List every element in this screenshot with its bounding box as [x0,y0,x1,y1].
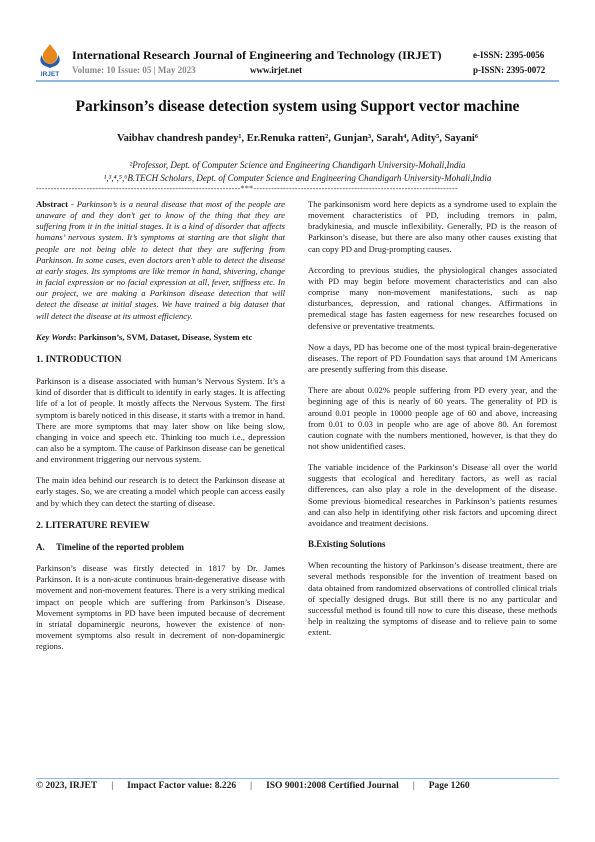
footer-copyright: © 2023, IRJET [36,781,98,791]
irjet-logo [36,42,64,78]
journal-title: International Research Journal of Engineering and Technology (IRJET) [72,48,442,62]
footer-page-number: Page 1260 [428,781,470,791]
footer-divider: | [412,781,415,791]
affiliation-professor: ²Professor, Dept. of Computer Science and Engineering Chandigarh University-Mohali,India [129,160,466,170]
literature-paragraph-1: Parkinson’s disease was firstly detected in 1817 by Dr. James Parkinson. It is a non-acute continuous brain-degenerative disease with movement and non-movement features. There is a very striking medical impact on people which are suffering from Parkinson’s Disease. Movement symptoms in PD have been imputed because of decrement in striatal dopaminergic neurons, however the existence of non-movement symptoms also result in decrement of non-dopaminergic regions. [36,563,285,652]
footer-rule [36,778,559,779]
intro-paragraph-1: Parkinson is a disease associated with human’s Nervous System. It’s a kind of disorder that is difficult to identify in early stages. It is affecting life of a lot of people. It mostly affects the Nervous System. The first symptom is barely noticed in this disease, it starts with a tremor in hand. There are more symptoms that may later show on like being slow, changing in voice and speech etc. Thinking too much i.e., depression can also be a symptom. The cause of Parkinson disease can be genetical and environment triggering our nervous system. [36,376,285,465]
abstract [36,199,285,322]
footer-divider: | [250,781,253,791]
page-footer [36,781,559,791]
footer-iso: ISO 9001:2008 Certified Journal [266,781,399,791]
right-paragraph-5: The variable incidence of the Parkinson’s Disease all over the world suggests that ecological and hereditary factors, as well as racial differences, can also play a role in the development of the disease. Some previous biomedical researches in Parkinson’s patients resumes and can also help in identifying other risk factors and upcoming direct avoidance and treatment decisions. [308,462,557,528]
footer-impact-factor: Impact Factor value: 8.226 [127,781,237,791]
keywords-text: : Parkinson’s, SVM, Dataset, Disease, System etc [73,331,253,342]
subheading-existing-solutions: B.Existing Solutions [308,539,386,550]
p-issn: p-ISSN: 2395-0072 [473,65,546,75]
logo-text: IRJET [40,71,60,78]
right-paragraph-1: The parkinsonism word here depicts as a syndrome used to explain the movement characteristics of PD, including tremors in palm, bradykinesia, and muscle inflexibility. Generally, PD is the reason of Parkinson’s disease, but there are also many other causes existing that can copy PD and Drug-prompting causes. [308,199,557,254]
e-issn: e-ISSN: 2395-0056 [473,50,545,60]
right-column [308,199,557,648]
keywords [36,332,285,343]
author-list: Vaibhav chandresh pandey¹, Er.Renuka ratten², Gunjan³, Sarah⁴, Adity⁵, Sayani⁶ [116,133,478,144]
heading-literature-review: 2. LITERATURE REVIEW [36,520,150,531]
right-paragraph-6: When recounting the history of Parkinson’s disease treatment, there are several methods responsible for the invention of treatment based on data obtained from randomized observations of controlled clinical trials of specially designed drugs. But still there is no any particular and successful method is found till now to cure this disease, these methods help in realizing the symptoms of disease and to relieve pain to some extent. [308,560,557,638]
paper-title: Parkinson’s disease detection system using Support vector machine [75,98,520,115]
left-column [36,199,285,662]
footer-divider: | [111,781,114,791]
subheading-title: Timeline of the reported problem [56,541,184,552]
volume-info: Volume: 10 Issue: 05 | May 2023 [72,65,196,75]
subheading-number: A. [36,541,45,552]
journal-website[interactable]: www.irjet.net [250,65,302,75]
header-rule [36,80,559,82]
affiliation-students: ¹,³,⁴,⁵,⁶B.TECH Scholars, Dept. of Computer Science and Engineering Chandigarh University-Mohali,India [103,173,492,183]
right-paragraph-4: There are about 0.02% people suffering from PD every year, and the beginning age of this is nearly of 60 years. The generality of PD is around 0.01 people in 10000 people age of 60 and above, increasing from 0.01 to 0.03 in people who are age of above 80. An foremost caution cognate with the numbers mentioned, however, is that they do not show unidentified cases. [308,385,557,451]
right-paragraph-2: According to previous studies, the physiological changes associated with PD may begin before movement characteristics and can also comprise many non-movement manifestations, such as nap disturbances, depression, and rational changes. Affirmations in premedical stage has fasten eagerness for new researches focused on defensive or preventative treatments. [308,264,557,331]
heading-introduction: 1. INTRODUCTION [36,354,122,365]
right-paragraph-3: Now a days, PD has become one of the most typical brain-degenerative diseases. The report of PD Foundation says that around 1M Americans are presently suffering from this disease. [308,341,557,375]
intro-paragraph-2: The main idea behind our research is to detect the Parkinson disease at early stages. So, we are creating a model which people can access easily and by which they can detect the starting of disease. [36,475,285,508]
abstract-label: Abstract [36,199,68,209]
subheading-timeline [36,542,285,553]
keywords-label: Key Words [36,331,74,342]
section-separator: ---------------------------------------------------------------------***--------------------------------------------------------------------- [36,184,458,193]
abstract-text: - Parkinson’s is a neural disease that most of the people are unaware of and they don’t get to know of the thing that they are suffering from it in the initial stages. It is a kind of disorder that affects humans’ nervous system. It’s symptoms at starting are that slight that people are not being able to detect that they are suffering from Parkinson. In some cases, even doctors aren’t able to detect the disease at early stages. Its symptoms are like tremor in hand, shivering, change in facial expression or no facial expression at all, fever, stiffness etc. In our project, we are making a Parkinson disease detection that will detect the disease at initial stages. We have trained a big dataset that will detect the disease at its utmost efficiency. [36,199,285,321]
